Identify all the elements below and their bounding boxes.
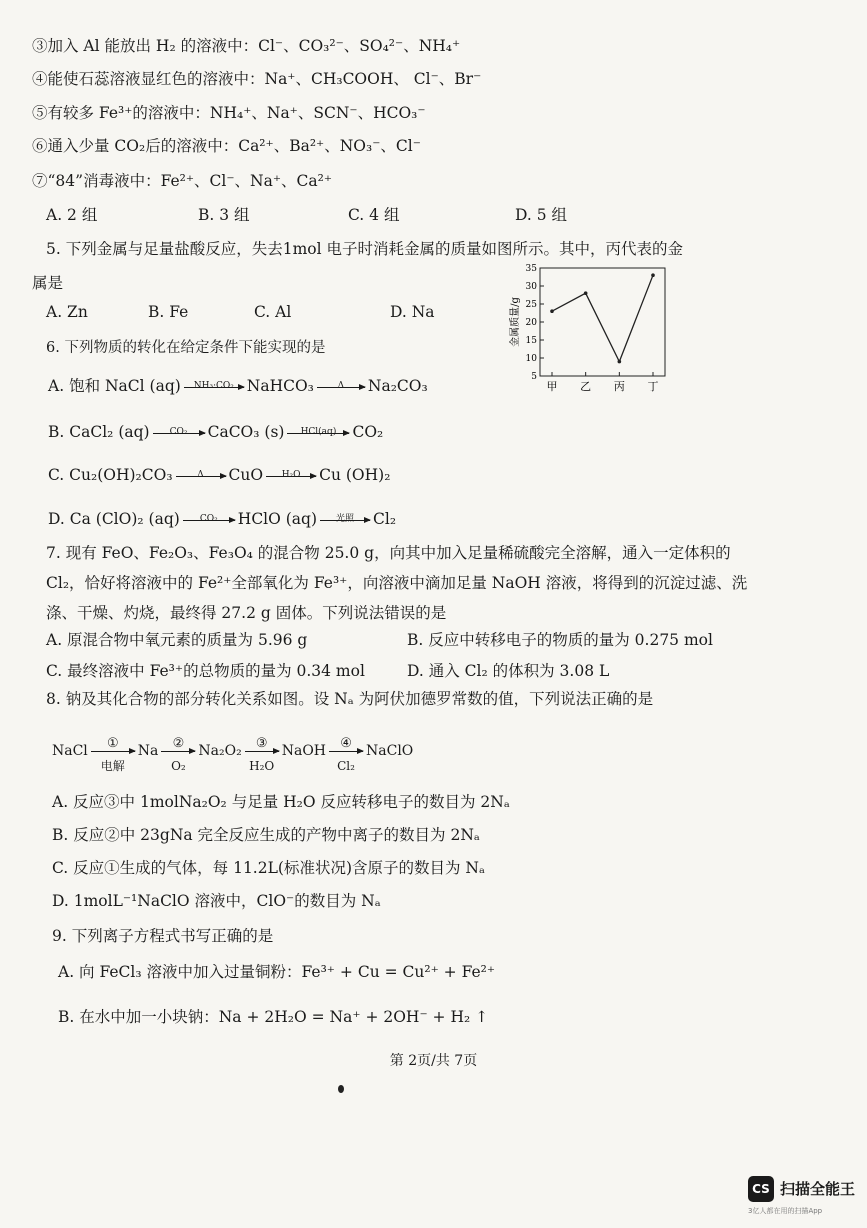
q6-option-d <box>48 508 396 530</box>
arrow-icon <box>245 751 279 752</box>
y-tick-label: 20 <box>525 318 537 328</box>
q4-option-c: C. 4 组 <box>348 206 400 224</box>
q5-option-c: C. Al <box>254 303 292 321</box>
q7-option-d: D. 通入 Cl₂ 的体积为 3.08 L <box>407 662 610 680</box>
q6-d-s1: Ca (ClO)₂ (aq) <box>69 510 180 528</box>
metal-mass-chart <box>500 262 675 400</box>
q5-option-b: B. Fe <box>148 303 189 321</box>
item-6: ⑥通入少量 CO₂后的溶液中：Ca²⁺、Ba²⁺、NO₃⁻、Cl⁻ <box>32 137 421 155</box>
q5-stem-cont: 属是 <box>32 274 64 292</box>
q6-c-label: C. <box>48 466 65 484</box>
q6-a-c2: Δ <box>337 380 345 391</box>
q9-option-b: B. 在水中加一小块钠：Na + 2H₂O = Na⁺ + 2OH⁻ + H₂ ↑ <box>58 1008 489 1026</box>
arrow-icon <box>183 520 235 521</box>
q9-stem: 9. 下列离子方程式书写正确的是 <box>52 927 274 945</box>
q6-a-c1: NH₃·CO₂ <box>193 380 234 391</box>
y-tick-label: 10 <box>525 354 537 364</box>
q6-b-c1: CO₂ <box>169 426 188 437</box>
q7-option-c: C. 最终溶液中 Fe³⁺的总物质的量为 0.34 mol <box>46 662 365 680</box>
y-tick-label: 30 <box>525 282 537 292</box>
y-tick-label: 5 <box>531 372 537 382</box>
item-3: ③加入 Al 能放出 H₂ 的溶液中：Cl⁻、CO₃²⁻、SO₄²⁻、NH₄⁺ <box>32 37 461 55</box>
watermark-subtext: 3亿人都在用的扫描App <box>748 1207 823 1215</box>
q6-c-c2: H₂O <box>281 469 301 480</box>
q8-option-a: A. 反应③中 1molNa₂O₂ 与足量 H₂O 反应转移电子的数目为 2Nₐ <box>52 793 510 811</box>
arrow-icon <box>153 433 205 434</box>
q4-option-b: B. 3 组 <box>198 206 250 224</box>
arrow-icon <box>317 387 365 388</box>
q5-stem: 5. 下列金属与足量盐酸反应，失去1mol 电子时消耗金属的质量如图所示。其中，丙代表的金 <box>46 240 683 258</box>
q8-reaction-chain <box>52 735 414 773</box>
camscanner-logo-icon: CS <box>748 1176 774 1202</box>
q5-option-a: A. Zn <box>46 303 88 321</box>
chart-frame <box>540 268 665 376</box>
x-category-label: 丁 <box>647 380 659 393</box>
chain-cond-1: 电解 <box>100 758 125 773</box>
q8-option-d: D. 1molL⁻¹NaClO 溶液中，ClO⁻的数目为 Nₐ <box>52 892 381 910</box>
q6-d-c1: CO₂ <box>199 513 218 524</box>
q9-option-a: A. 向 FeCl₃ 溶液中加入过量铜粉：Fe³⁺ + Cu = Cu²⁺ + Fe²⁺ <box>58 963 496 981</box>
arrow-icon <box>161 751 195 752</box>
q6-a-s1: 饱和 NaCl (aq) <box>69 377 181 395</box>
x-category-label: 乙 <box>580 380 592 393</box>
chain-step-1: ① <box>106 735 119 751</box>
chain-nacl: NaCl <box>52 743 88 759</box>
q6-a-s2: NaHCO₃ <box>246 377 314 395</box>
q6-option-b <box>48 421 383 443</box>
q8-option-b: B. 反应②中 23gNa 完全反应生成的产物中离子的数目为 2Nₐ <box>52 826 480 844</box>
q8-stem: 8. 钠及其化合物的部分转化关系如图。设 Nₐ 为阿伏加德罗常数的值，下列说法正确的是 <box>46 690 654 708</box>
item-5: ⑤有较多 Fe³⁺的溶液中：NH₄⁺、Na⁺、SCN⁻、HCO₃⁻ <box>32 104 426 122</box>
chain-na: Na <box>137 743 159 759</box>
q6-option-c <box>48 464 390 486</box>
q6-b-c2: HCl(aq) <box>300 426 337 437</box>
chain-cond-2: O₂ <box>171 758 186 773</box>
arrow-icon <box>320 520 370 521</box>
chain-cond-4: Cl₂ <box>337 758 355 773</box>
q6-c-s2: CuO <box>228 466 264 484</box>
q6-c-s3: Cu (OH)₂ <box>319 466 391 484</box>
q6-c-c1: Δ <box>197 469 204 480</box>
data-point <box>584 291 588 295</box>
arrow-icon <box>184 387 244 388</box>
chain-cond-3: H₂O <box>249 758 275 773</box>
q6-b-s1: CaCl₂ (aq) <box>69 423 150 441</box>
q6-b-s3: CO₂ <box>352 423 384 441</box>
q6-d-s3: Cl₂ <box>373 510 397 528</box>
chart-series-line <box>552 275 653 361</box>
q6-b-label: B. <box>48 423 65 441</box>
chain-na2o2: Na₂O₂ <box>198 743 242 759</box>
chain-naclo: NaClO <box>366 743 414 759</box>
y-tick-label: 25 <box>525 300 537 310</box>
chart-ylabel: 金属质量/g <box>510 297 521 347</box>
page-footer: 第 2页/共 7页 <box>389 1053 478 1069</box>
x-category-label: 甲 <box>546 380 558 393</box>
chain-naoh: NaOH <box>281 743 327 759</box>
chain-step-2: ② <box>172 735 185 751</box>
data-point <box>618 360 622 364</box>
q6-b-s2: CaCO₃ (s) <box>207 423 285 441</box>
y-tick-label: 15 <box>525 336 537 346</box>
q6-stem: 6. 下列物质的转化在给定条件下能实现的是 <box>46 340 326 356</box>
q6-d-label: D. <box>48 510 65 528</box>
arrow-icon <box>176 476 226 477</box>
q6-d-s2: HClO (aq) <box>237 510 318 528</box>
x-category-label: 丙 <box>613 380 625 393</box>
item-4: ④能使石蕊溶液显红色的溶液中：Na⁺、CH₃COOH、 Cl⁻、Br⁻ <box>32 70 482 88</box>
q4-option-a: A. 2 组 <box>46 206 98 224</box>
q7-stem: 7. 现有 FeO、Fe₂O₃、Fe₃O₄ 的混合物 25.0 g，向其中加入足量稀硫酸完全溶解，通入一定体积的 Cl₂，恰好将溶液中的 Fe²⁺全部氧化为 Fe³⁺，向溶液中滴加足量 NaOH 溶液，将得到的沉淀过滤、洗涤、干燥、灼烧，最终得 27.2 g 固体。下列说法错误的是 <box>46 544 748 622</box>
q6-c-s1: Cu₂(OH)₂CO₃ <box>69 466 173 484</box>
q7-option-a: A. 原混合物中氧元素的质量为 5.96 g <box>46 631 308 649</box>
chain-step-4: ④ <box>340 735 352 751</box>
scanner-watermark <box>748 1176 863 1224</box>
q8-option-c: C. 反应①生成的气体，每 11.2L(标准状况)含原子的数目为 Nₐ <box>52 859 485 877</box>
chain-step-3: ③ <box>255 735 268 751</box>
q4-option-d: D. 5 组 <box>515 206 568 224</box>
data-point <box>550 309 554 313</box>
arrow-icon <box>266 476 316 477</box>
data-point <box>651 273 655 277</box>
arrow-icon <box>287 433 349 434</box>
arrow-icon <box>91 751 135 752</box>
watermark-text: 扫描全能王 <box>780 1180 856 1198</box>
q7-option-b: B. 反应中转移电子的物质的量为 0.275 mol <box>407 631 713 649</box>
item-7: ⑦“84”消毒液中：Fe²⁺、Cl⁻、Na⁺、Ca²⁺ <box>32 172 333 190</box>
arrow-icon <box>329 751 363 752</box>
y-tick-label: 35 <box>525 264 537 274</box>
q6-option-a <box>48 375 428 397</box>
q6-a-label: A. <box>48 377 65 395</box>
ink-speck <box>338 1085 344 1093</box>
q5-option-d: D. Na <box>390 303 435 321</box>
q6-d-c2: 光照 <box>336 513 355 524</box>
q6-a-s3: Na₂CO₃ <box>367 377 428 395</box>
